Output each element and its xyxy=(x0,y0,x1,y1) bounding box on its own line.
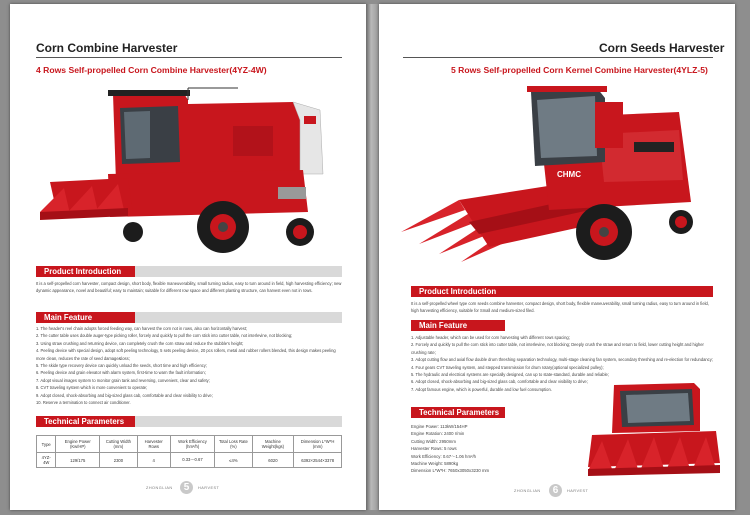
left-feature-item: 4. Peeling device with special design, adopt soft peeling technology, 5 sets peeling device, 20 pcs rollers, metal and rubber rollers blended, this design makes peeling more clean, reduces the rate of seed damage&loss; xyxy=(36,348,336,361)
right-feature-item: 2. Forcely and quickly to pull the corn stick into cutter table, not interlevine, not blocking; Deeply crush the straw and return to field, lower cutting height and higher crushing rate; xyxy=(411,342,704,355)
book-gutter xyxy=(366,4,379,510)
corn-combine-harvester-image xyxy=(38,82,338,257)
spec-col-header: Total Loss Rate (%) xyxy=(215,436,252,453)
corn-kernel-harvester-image xyxy=(399,82,709,272)
right-feature-item: 1. Adjustable header, which can be used for corn harvesting with different rows spacing; xyxy=(411,335,570,340)
left-feature-item: 1. The header's reel chain adopts forced feeding way, can harvest the corn not in rows, also can horizontally harvest; xyxy=(36,326,248,331)
right-intro-bar xyxy=(411,286,713,297)
right-feature-item: 5. The hydraulic and electrical systems are specially designed, can up to state-standard, durable and reliable; xyxy=(411,372,609,378)
right-feature-heading: Main Feature xyxy=(419,321,468,330)
left-intro-text: It is a self-propelled corn harvester, compact design, short body, flexible maneuverability, small turning radius, easy to turn around in field, high harvesting efficiency; new dynamic appearance, novel and beautiful; easy to maintain; suitable for different row space and different planting structure, can harvest even not in rows. xyxy=(36,281,342,294)
spec-cell: 6020 xyxy=(252,453,294,468)
harvester-header-image xyxy=(584,379,724,479)
left-header-title: Corn Combine Harvester xyxy=(36,41,178,55)
left-feature-item: 10. Reserve a termination to connect air conditioner. xyxy=(36,400,131,406)
left-page-number: 5 xyxy=(180,481,193,494)
right-feature-item: 3. Adopt cutting flow and axial flow double drum threshing separation technology, multi-stage cleaning fan system, secondary threshing and re-election for redundancy; xyxy=(411,357,713,363)
spec-cell: 4YZ-4W xyxy=(37,453,56,468)
left-feature-item: 5. The skide type recovery device can quickly unload the seeds, short time and high efficiency; xyxy=(36,363,207,369)
right-feature-item: 4. Four gears CVT traveling system, and stepped transmission for drum rotary(optional specialized pulley); xyxy=(411,364,604,370)
harvester-4ylz-5-illustration xyxy=(401,86,693,262)
header-unit-illustration xyxy=(588,383,720,476)
spec-col-header: Type xyxy=(37,436,56,453)
spec-cell: 2300 xyxy=(100,453,138,468)
right-header-title: Corn Seeds Harvester xyxy=(599,41,725,55)
right-footer-word: HARVEST xyxy=(567,489,589,493)
spec-line: Harvester Rows: 5 rows xyxy=(411,446,457,452)
spec-col-header: Cutting Width (mm) xyxy=(100,436,138,453)
spec-cell: 0.33～0.67 xyxy=(170,453,214,468)
right-intro-text: It is a self-propelled wheel type corn seeds combine harvester, compact design, short body, flexible maneuverability, small turning radius, easy to turn around in field, high harvesting efficiency, suitable for Small and medium-sized filed. xyxy=(411,301,709,314)
spec-cell: 129/175 xyxy=(56,453,100,468)
left-feature-list xyxy=(36,325,342,406)
spec-col-header: Engine Power (Kw/HP) xyxy=(56,436,100,453)
left-intro-bar xyxy=(36,266,135,277)
right-header-rule xyxy=(403,57,713,58)
right-intro-heading: Product Introduction xyxy=(419,287,497,296)
left-tech-heading: Technical Parameters xyxy=(44,417,125,426)
right-tech-bar xyxy=(411,407,505,418)
right-footer-brand: ZHONGLIAN xyxy=(514,489,541,493)
left-footer-word: HARVEST xyxy=(198,486,220,490)
right-feature-item: 6. Adopt closed, shock-absorbing and big-sized glass cab, comfortable and clear visibility to drive; xyxy=(411,379,588,385)
spec-line: Engine Rotation: 2400 r/min xyxy=(411,431,465,437)
left-header-rule xyxy=(36,57,342,58)
harvester-4yz-4w-illustration xyxy=(40,88,323,253)
table-row xyxy=(37,453,342,468)
spec-col-header: Dimension L*W*H (mm) xyxy=(294,436,342,453)
right-page-number: 6 xyxy=(549,484,562,497)
left-feature-bar xyxy=(36,312,135,323)
left-page xyxy=(10,4,366,510)
right-feature-item: 7. Adopt famous engine, which is powerful, durable and low fuel consumption. xyxy=(411,386,552,392)
spec-cell: 4 xyxy=(137,453,170,468)
spec-table-header-row xyxy=(37,436,342,453)
left-spec-table xyxy=(36,435,342,468)
right-subtitle: 5 Rows Self-propelled Corn Kernel Combine Harvester(4YLZ-5) xyxy=(451,65,708,75)
spec-cell: ≤4% xyxy=(215,453,252,468)
left-feature-item: 8. CVT traveling system which is more convenient to operate; xyxy=(36,385,148,391)
spec-line: Cutting Width: 2950mm xyxy=(411,438,456,444)
spec-cell: 6392×2544×3378 xyxy=(294,453,342,468)
left-intro-heading: Product Introduction xyxy=(44,267,122,276)
left-feature-item: 3. Using straw crushing and returning device, can completely crush the corn straw and reduce the stubble's height; xyxy=(36,340,244,346)
left-subtitle: 4 Rows Self-propelled Corn Combine Harvester(4YZ-4W) xyxy=(36,65,267,75)
left-feature-item: 2. The cutter table uses double auger-type picking roller, forcely and quickly to pull the corn stick into cutter table, not interlevine, not blocking; xyxy=(36,333,293,339)
left-tech-bar xyxy=(36,416,135,427)
left-feature-item: 7. Adopt visual images system to monitor grain tank and reversing, convenient, clear and safety; xyxy=(36,377,210,383)
spec-col-header: Harvester Rows xyxy=(137,436,170,453)
spec-line: Engine Power: 113kW/154HP xyxy=(411,424,468,429)
left-feature-item: 9. Adopt closed, shock-absorbing and big-sized glass cab, comfortable and clear visibility to drive; xyxy=(36,392,213,398)
spec-line: Dimension L*W*H: 7650x3050x3230 mm xyxy=(411,468,490,474)
right-page xyxy=(379,4,735,510)
left-feature-heading: Main Feature xyxy=(44,313,93,322)
right-tech-heading: Technical Parameters xyxy=(419,408,500,417)
left-feature-item: 6. Peeling device and grain elevator with alarm system, first-time to warn the fault information; xyxy=(36,370,206,376)
right-spec-list xyxy=(411,423,561,475)
right-feature-bar xyxy=(411,320,505,331)
chmc-badge-text: CHMC xyxy=(557,170,581,179)
spec-col-header: Work Efficiency (hm²/h) xyxy=(170,436,214,453)
spec-col-header: Machine Weight(kgs) xyxy=(252,436,294,453)
left-footer-brand: ZHONGLIAN xyxy=(146,486,173,490)
spec-line: Machine Weight: 5890kg xyxy=(411,461,459,467)
spec-line: Work Efficiency: 0.67～1.06 hm²/h xyxy=(411,453,477,459)
